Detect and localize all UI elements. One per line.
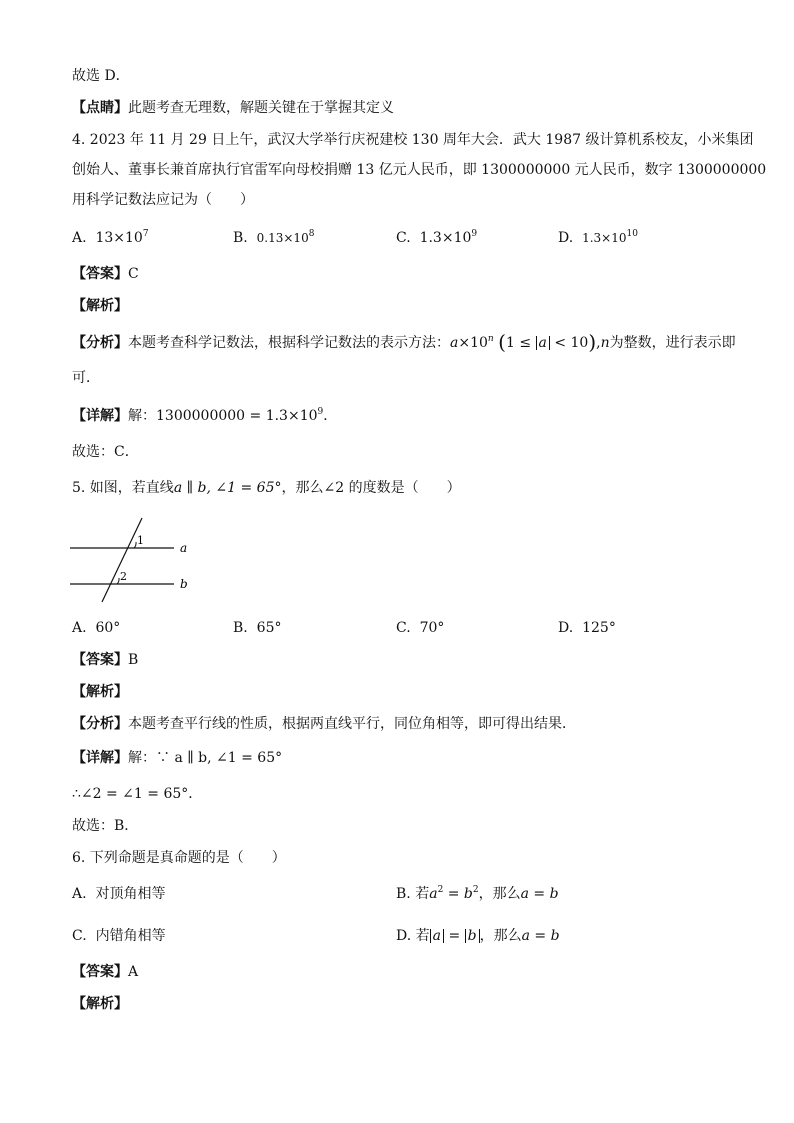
label-1: 1 [137, 534, 144, 547]
prev-tip [72, 98, 394, 118]
q5-option-a: A. 60° [72, 620, 121, 636]
q6-option-d: D. 若 a = b ，那么a = b [396, 928, 560, 944]
q5-therefore: ∴∠2 = ∠1 = 65°． [72, 786, 203, 802]
label-b: b [180, 577, 188, 591]
q5-option-c: C. 70° [396, 620, 445, 636]
q4-detail: 【详解】解：$1300000000 = 1.3\times 10^9$． [72, 407, 338, 424]
angle-2-arc [117, 578, 119, 584]
q6-option-a: A. 对顶角相等 [72, 886, 166, 902]
q4-option-c: C. $1.3\times 10^9$ [396, 229, 478, 246]
q6-answer: 【答案】A [72, 964, 139, 980]
q4-option-a: A. $13\times 10^7$ [72, 229, 149, 246]
tip-tag: 【点睛】 [72, 100, 128, 116]
q4-fenxi-line2: 可． [72, 370, 100, 386]
prev-choice: 故选 D． [72, 68, 130, 84]
q5-fenxi: 【分析】本题考查平行线的性质，根据两直线平行，同位角相等，即可得出结果． [72, 716, 576, 732]
q5-option-d: D. 125° [558, 620, 616, 636]
q4-fenxi: 【分析】本题考查科学记数法，根据科学记数法的表示方法：$a\times 10^n$ (1 ≤ a < 10),n为整数，进行表示即 [72, 330, 736, 354]
q5-stem: 5. 如图，若直线a ∥ b, ∠1 = 65°，那么∠2 的度数是（ ） [72, 480, 461, 496]
q6-analysis-tag: 【解析】 [72, 996, 128, 1012]
parallel-lines-figure [66, 512, 206, 606]
q4-choice: 故选：C． [72, 444, 139, 460]
q4-analysis-tag: 【解析】 [72, 298, 128, 314]
q5-answer: 【答案】B [72, 652, 139, 668]
label-a: a [180, 541, 188, 555]
q5-analysis-tag: 【解析】 [72, 684, 128, 700]
q5-option-b: B. 65° [233, 620, 282, 636]
q5-choice: 故选：B． [72, 818, 139, 834]
transversal [102, 518, 142, 602]
q4-stem-line1: 4. 2023 年 11 月 29 日上午，武汉大学举行庆祝建校 130 周年大会．武大 1987 级计算机系校友，小米集团 [72, 132, 754, 148]
tip-text: 此题考查无理数，解题关键在于掌握其定义 [128, 100, 394, 116]
q4-option-d: D. $1.3\times 10^{10}$ [558, 229, 638, 246]
q5-detail: 【详解】解：∵ a ∥ b, ∠1 = 65° [72, 750, 283, 766]
label-2: 2 [120, 570, 127, 583]
angle-1-arc [134, 542, 136, 548]
q4-answer: 【答案】C [72, 266, 139, 282]
q4-stem-line3: 用科学记数法应记为（ ） [72, 192, 254, 208]
q4-stem-line2: 创始人、董事长兼首席执行官雷军向母校捐赠 13 亿元人民币，即 1300000000 元人民币，数字 1300000000 [72, 162, 767, 178]
q6-stem: 6. 下列命题是真命题的是（ ） [72, 850, 286, 866]
q4-option-b: B. $0.13\times 10^8$ [233, 229, 315, 246]
q6-option-b: B. 若$a^2 = b^2$，那么a = b [396, 885, 559, 902]
q6-option-c: C. 内错角相等 [72, 928, 166, 944]
